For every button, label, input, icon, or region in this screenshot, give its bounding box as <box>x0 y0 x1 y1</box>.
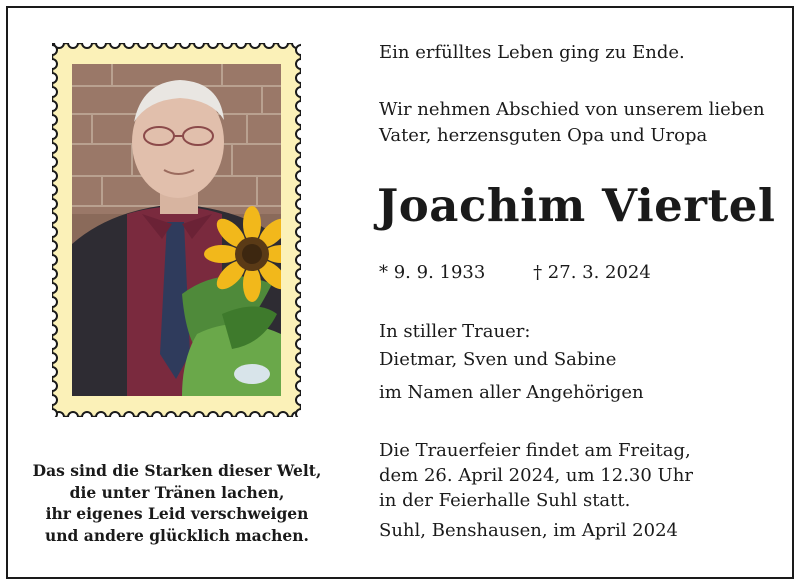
funeral-line: dem 26. April 2024, um 12.30 Uhr <box>379 465 693 486</box>
verse-line: Das sind die Starken dieser Welt, <box>32 461 322 480</box>
mourners-block <box>379 318 779 407</box>
funeral-line: Die Trauerfeier findet am Freitag, <box>379 440 691 461</box>
deceased-name: Joachim Viertel <box>377 179 776 232</box>
memorial-verse <box>22 460 332 546</box>
verse-line: die unter Tränen lachen, <box>69 482 285 502</box>
mourners-behalf: im Namen aller Angehörigen <box>379 382 644 403</box>
verse-line: ihr eigenes Leid verschweigen <box>45 504 309 523</box>
intro-line: Ein erfülltes Leben ging zu Ende. <box>379 42 685 63</box>
place-and-date: Suhl, Benshausen, im April 2024 <box>379 520 678 541</box>
death-date: † 27. 3. 2024 <box>533 262 651 283</box>
farewell-line: Vater, herzensguten Opa und Uropa <box>379 125 708 146</box>
birth-date: * 9. 9. 1933 <box>379 262 486 283</box>
verse-line: und andere glücklich machen. <box>45 525 309 545</box>
life-dates <box>379 260 651 286</box>
funeral-line: in der Feierhalle Suhl statt. <box>379 490 631 511</box>
portrait-photo <box>72 64 281 396</box>
mourners-heading: In stiller Trauer: <box>379 321 531 342</box>
mourners-names: Dietmar, Sven und Sabine <box>379 349 617 370</box>
farewell-line: Wir nehmen Abschied von unserem lieben <box>379 99 765 120</box>
funeral-info <box>379 438 779 513</box>
farewell-text <box>379 97 779 149</box>
